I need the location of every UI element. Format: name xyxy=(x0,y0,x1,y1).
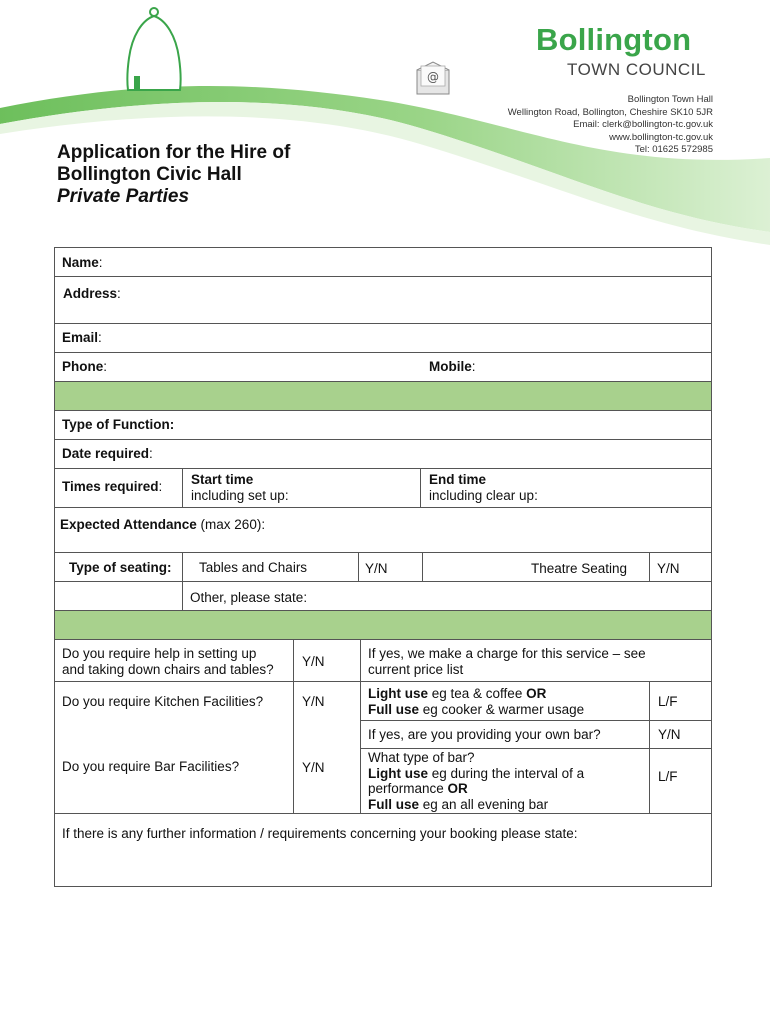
date-required-label: Date required xyxy=(62,446,150,461)
application-form xyxy=(54,247,712,887)
max-attendance-note: (max 260): xyxy=(196,517,266,532)
at-symbol: @ xyxy=(427,70,439,84)
tables-and-chairs-yn[interactable]: Y/N xyxy=(365,561,388,576)
help-setup-question xyxy=(62,646,274,677)
name-field[interactable] xyxy=(62,255,103,271)
name-label: Name xyxy=(62,255,99,270)
brand-subtitle: TOWN COUNCIL xyxy=(567,60,706,79)
title-line-1: Application for the Hire of xyxy=(57,142,291,163)
kitchen-light-use-line xyxy=(368,686,584,702)
or-label: OR xyxy=(447,781,468,796)
expected-attendance-field[interactable] xyxy=(60,517,265,533)
label-colon: : xyxy=(103,359,108,374)
email-label: Email xyxy=(62,330,99,345)
label-colon: : xyxy=(471,359,476,374)
including-clear-up-label: including clear up: xyxy=(429,487,538,503)
or-label: OR xyxy=(526,686,547,701)
label-colon: : xyxy=(98,330,102,345)
full-use-label: Full use xyxy=(368,796,420,812)
help-setup-charge-note xyxy=(368,646,646,677)
type-of-seating-label: Type of seating: xyxy=(69,560,172,575)
mobile-label: Mobile xyxy=(429,359,472,374)
kitchen-full-use-line xyxy=(368,702,584,718)
bar-type-lf[interactable]: L/F xyxy=(658,769,678,784)
bar-question: Do you require Bar Facilities? xyxy=(62,759,240,774)
theatre-seating-option: Theatre Seating xyxy=(531,561,628,576)
bar-full-use-desc: eg an all evening bar xyxy=(419,796,549,812)
title-line-3: Private Parties xyxy=(57,186,190,207)
times-required-field xyxy=(62,479,162,495)
kitchen-yn[interactable]: Y/N xyxy=(302,694,325,709)
brand-title: Bollington xyxy=(536,22,692,57)
type-of-function-label[interactable]: Type of Function: xyxy=(62,417,175,432)
tables-and-chairs-option: Tables and Chairs xyxy=(199,560,308,575)
contact-address-name: Bollington Town Hall xyxy=(627,94,713,105)
bar-light-use-line xyxy=(368,766,584,782)
own-bar-question: If yes, are you providing your own bar? xyxy=(368,727,601,742)
light-use-label: Light use xyxy=(368,686,428,701)
full-use-label: Full use xyxy=(368,701,420,717)
phone-label: Phone xyxy=(62,359,104,374)
start-time-field[interactable] xyxy=(191,472,289,503)
help-setup-charge-note-line-1: If yes, we make a charge for this service – see xyxy=(368,646,646,661)
label-colon: : xyxy=(117,286,121,301)
contact-block xyxy=(508,94,713,157)
document-title xyxy=(57,142,290,208)
kitchen-question: Do you require Kitchen Facilities? xyxy=(62,694,264,709)
help-setup-question-line-1: Do you require help in setting up xyxy=(62,646,257,661)
help-setup-charge-note-line-2: current price list xyxy=(368,661,464,677)
email-envelope-icon xyxy=(414,60,452,98)
kitchen-lf[interactable]: L/F xyxy=(658,694,678,709)
times-required-label: Times required xyxy=(62,479,159,494)
email-field[interactable] xyxy=(62,330,102,346)
theatre-seating-yn[interactable]: Y/N xyxy=(657,561,680,576)
own-bar-yn[interactable]: Y/N xyxy=(658,727,681,742)
further-information-field[interactable]: If there is any further information / requirements concerning your booking please state: xyxy=(62,826,578,841)
kitchen-full-use-desc: eg cooker & warmer usage xyxy=(419,701,585,717)
hall-logo xyxy=(118,6,190,92)
end-time-field[interactable] xyxy=(429,472,538,503)
including-set-up-label: including set up: xyxy=(191,487,289,503)
contact-website: www.bollington-tc.gov.uk xyxy=(609,131,713,143)
date-required-field[interactable] xyxy=(62,446,153,462)
bar-light-use-desc: eg during the interval of a xyxy=(428,765,585,781)
mobile-field[interactable] xyxy=(429,359,476,375)
label-colon: : xyxy=(149,446,153,461)
end-time-label: End time xyxy=(429,472,487,487)
section-divider-band xyxy=(55,610,711,639)
performance-label: performance xyxy=(368,781,448,796)
label-colon: : xyxy=(158,479,163,494)
contact-phone: Tel: 01625 572985 xyxy=(634,144,713,155)
bar-full-use-line xyxy=(368,797,584,813)
section-divider-band xyxy=(55,381,711,410)
kitchen-use-options xyxy=(368,686,584,717)
title-line-2: Bollington Civic Hall xyxy=(57,164,242,185)
bar-yn[interactable]: Y/N xyxy=(302,760,325,775)
other-seating-field[interactable]: Other, please state: xyxy=(190,590,308,605)
start-time-label: Start time xyxy=(191,472,254,487)
address-label: Address xyxy=(63,286,118,301)
light-use-label: Light use xyxy=(368,765,428,781)
address-field[interactable] xyxy=(63,286,121,302)
help-setup-question-line-2: and taking down chairs and tables? xyxy=(62,661,274,677)
bar-type-options xyxy=(368,750,584,812)
label-colon: : xyxy=(98,255,103,270)
help-setup-yn[interactable]: Y/N xyxy=(302,654,325,669)
contact-email: Email: clerk@bollington-tc.gov.uk xyxy=(573,119,713,130)
kitchen-light-use-desc: eg tea & coffee xyxy=(428,686,527,701)
bar-performance-line xyxy=(368,781,584,797)
phone-field[interactable] xyxy=(62,359,107,375)
expected-attendance-label: Expected Attendance xyxy=(60,517,197,532)
contact-address-street: Wellington Road, Bollington, Cheshire SK10 5JR xyxy=(507,106,713,118)
bar-type-question: What type of bar? xyxy=(368,750,475,765)
